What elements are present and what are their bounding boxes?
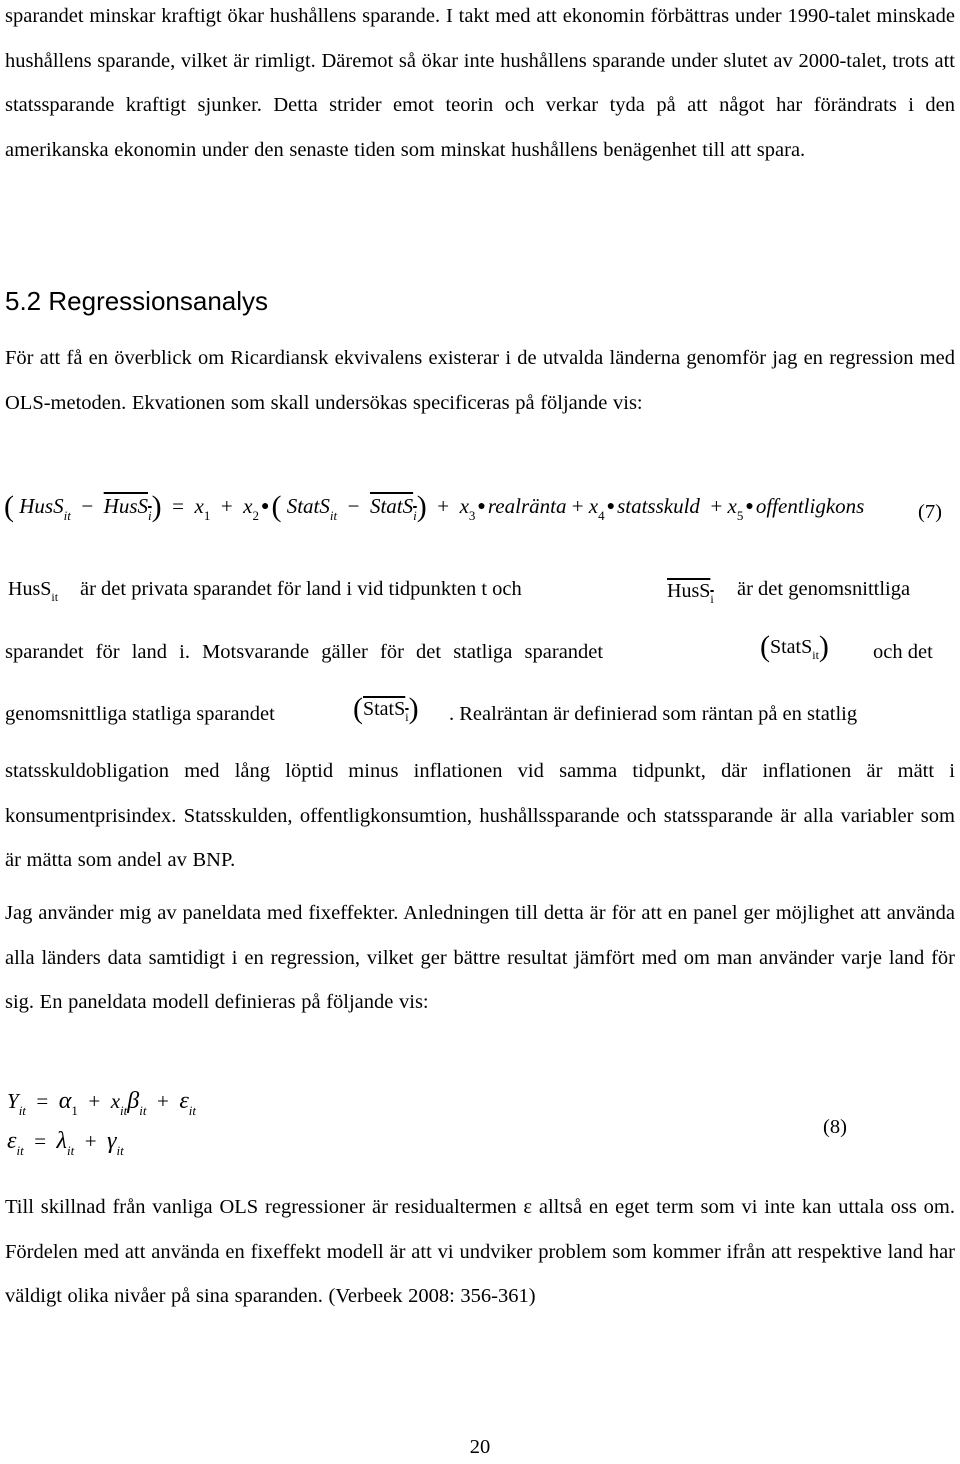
paragraph-text: För att få en överblick om Ricardiansk ekvivalens existerar i de utvalda länderna genomför jag en regression med OLS-metoden. Ekvationen som skall undersökas specificeras på följande vis:	[5, 347, 955, 414]
definitions-text-1b: är det genomsnittliga	[737, 578, 911, 600]
paragraph-text: Jag använder mig av paneldata med fixeffekter. Anledningen till detta är för att en panel ger möjlighet att använda alla länders data samtidigt i en regression, vilket ger bättre resultat jämfört med om man använder varje land för sig. En paneldata modell definieras på följande vis:	[5, 902, 955, 1013]
inline-hus-i: HusS$_i$	[667, 580, 714, 606]
definitions-text-2b: och det	[873, 641, 933, 663]
paragraph-text: Till skillnad från vanliga OLS regressioner är residualtermen ε alltså en eget term som vi inte kan uttala oss om. Fördelen med att använda en fixeffekt modell är att vi undviker problem som kommer ifrån att respektive land har väldigt olika nivåer på sina sparanden. (Verbeek 2008: 356-361)	[5, 1196, 955, 1307]
inline-stat-i: (StatS$_i$)	[353, 692, 419, 725]
inline-hus-it: HusS$_{it}$	[8, 578, 59, 604]
eq7-hus-it: HusS$_{it}$	[19, 494, 71, 523]
definitions-text-1a: är det privata sparandet för land i vid tidpunkten t och	[80, 578, 522, 600]
eq7-hus-i: HusS$_i$	[103, 494, 152, 523]
paragraph-fixed-effects	[5, 1185, 955, 1319]
equation-7: ( HusS$_{it}$ − HusS$_i$) = $x_1$ + $x_2●$( StatS$_{it}$ − StatS$_i$) + $x_3●realränta$ + $x_4●statsskuld$ + $x_5●offentligkons$	[4, 490, 865, 523]
paragraph-definitions-line-1	[8, 578, 59, 604]
paragraph-regression-intro	[5, 336, 955, 425]
paragraph-definitions-rest	[5, 749, 955, 883]
page-number: 20	[469, 1436, 491, 1458]
definitions-text-3a: genomsnittliga statliga sparandet	[5, 703, 275, 725]
equation-7-number: (7)	[918, 501, 942, 523]
inline-stat-it: (StatS$_{it}$)	[760, 630, 829, 663]
paragraph-text: sparandet minskar kraftigt ökar hushållens sparande. I takt med att ekonomin förbättras under 1990-talet minskade hushållens sparande, vilket är rimligt. Däremot så ökar inte hushållens sparande under slutet av 2000-talet, trots att statssparande kraftigt sjunker. Detta strider emot teorin och verkar tyda på att något har förändrats i den amerikanska ekonomin under den senaste tiden som minskat hushållens benägenhet till att spara.	[5, 5, 955, 161]
equation-8-number: (8)	[823, 1116, 847, 1138]
eq7-stat-i: StatS$_i$	[369, 494, 417, 523]
paragraph-text: statsskuldobligation med lång löptid minus inflationen vid samma tidpunkt, där inflationen är mätt i konsumentprisindex. Statsskulden, offentligkonsumtion, hushållssparande och statssparande är alla variabler som är mätta som andel av BNP.	[5, 760, 955, 871]
paragraph-panel-data	[5, 891, 955, 1025]
section-heading: 5.2 Regressionsanalys	[5, 286, 269, 316]
definitions-text-2a: sparandet för land i. Motsvarande gäller för det statliga sparandet	[5, 641, 604, 663]
eq7-stat-it: StatS$_{it}$	[286, 494, 338, 523]
definitions-text-3b: . Realräntan är definierad som räntan på en statlig	[449, 703, 858, 725]
equation-8-line-1: $Y_{it} = \alpha_1 + x_{it}\beta_{it} + \varepsilon_{it}$	[7, 1088, 197, 1118]
equation-8-line-2: $\varepsilon_{it} = \lambda_{it} + \gamma_{it}$	[7, 1128, 124, 1158]
paragraph-intro	[5, 0, 955, 172]
